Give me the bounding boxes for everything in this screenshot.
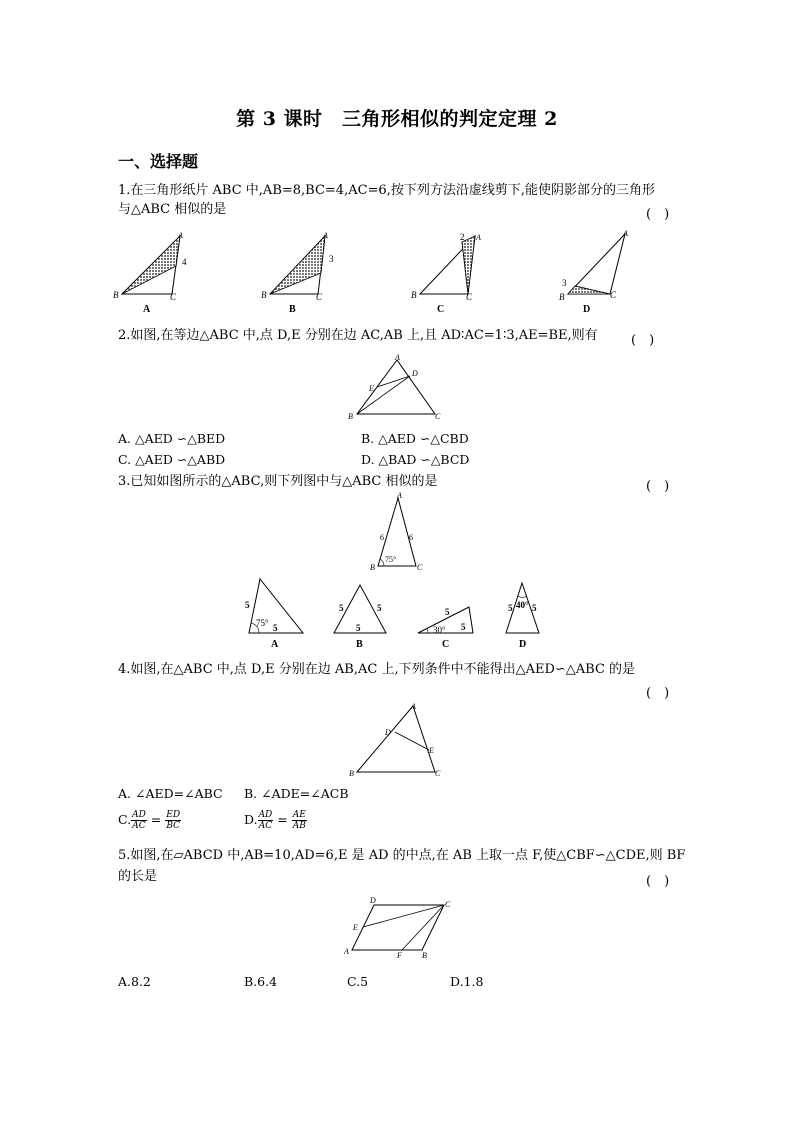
svg-text:C: C: [435, 769, 441, 778]
svg-text:3: 3: [329, 254, 334, 264]
q2-option-c[interactable]: C. △AED ∽△ABD: [118, 452, 226, 467]
svg-text:5: 5: [356, 623, 361, 633]
q3-option-d[interactable]: [506, 583, 539, 650]
q4-answer-paren: ( ): [646, 686, 670, 701]
svg-text:D: D: [385, 728, 391, 737]
fraction: $\frac{ED}{BC}$: [166, 810, 181, 831]
svg-text:A: A: [344, 947, 349, 956]
svg-text:5: 5: [461, 622, 466, 632]
svg-text:5: 5: [339, 603, 344, 613]
q1-fig-d: [559, 229, 628, 315]
svg-text:75°: 75°: [385, 555, 397, 564]
fraction: $\frac{AD}{AC}$: [258, 810, 273, 831]
svg-text:D: D: [370, 896, 376, 905]
q3-option-figures: [240, 575, 570, 653]
q1-fig-b-label: B: [289, 304, 296, 315]
q3-stem: 3.已知如图所示的△ABC,则下列图中与△ABC 相似的是: [118, 474, 438, 489]
q5-option-c[interactable]: C.5: [347, 974, 369, 989]
svg-text:C: C: [316, 292, 323, 302]
q4-option-b[interactable]: B. ∠ADE=∠ACB: [244, 786, 349, 801]
q1-answer-paren: ( ): [646, 207, 670, 222]
svg-text:A: A: [395, 353, 400, 362]
svg-text:6: 6: [409, 533, 413, 542]
section-heading: 一、选择题: [118, 152, 199, 171]
q1-fig-d-label: D: [583, 304, 591, 315]
q5-option-b[interactable]: B.6.4: [244, 974, 278, 989]
q4-option-d[interactable]: D. $\frac{AD}{AC}$ = $\frac{AE}{AB}$: [244, 810, 306, 831]
q1-fig-a-label: A: [143, 304, 151, 315]
svg-text:A: A: [178, 231, 183, 240]
svg-text:75°: 75°: [256, 618, 269, 628]
svg-text:B: B: [422, 951, 427, 960]
q3-answer-paren: ( ): [646, 479, 670, 494]
q2-option-d[interactable]: D. △BAD ∽△BCD: [361, 452, 470, 467]
q2-figure: [345, 352, 450, 424]
svg-text:B: B: [348, 412, 353, 421]
q1-fig-c-label: C: [437, 304, 445, 315]
svg-text:4: 4: [182, 257, 187, 267]
svg-text:C: C: [417, 563, 423, 572]
svg-text:30°: 30°: [433, 625, 446, 635]
svg-text:E: E: [369, 384, 374, 393]
fraction: $\frac{AD}{AC}$: [132, 810, 146, 831]
q1-figures: [110, 228, 650, 316]
svg-text:E: E: [429, 746, 434, 755]
svg-text:C: C: [445, 900, 451, 909]
q2-stem: 2.如图,在等边△ABC 中,点 D,E 分别在边 AC,AB 上,且 AD∶AC=1∶3,AE=BE,则有: [118, 328, 598, 343]
svg-text:B: B: [349, 769, 354, 778]
svg-text:5: 5: [245, 600, 250, 610]
q2-answer-paren: ( ): [631, 333, 655, 348]
svg-text:B: B: [559, 292, 565, 302]
svg-text:A: A: [323, 231, 328, 240]
q5-answer-paren: ( ): [646, 874, 670, 889]
svg-text:3: 3: [562, 278, 567, 288]
svg-text:D: D: [519, 639, 527, 650]
fraction: $\frac{AE}{AB}$: [292, 810, 306, 831]
svg-text:C: C: [442, 639, 450, 650]
svg-text:B: B: [261, 290, 267, 300]
svg-text:A: A: [411, 702, 416, 711]
svg-text:B: B: [356, 639, 363, 650]
q1-fig-a: [113, 231, 187, 315]
q5-option-a[interactable]: A.8.2: [118, 974, 151, 989]
q5-figure: [340, 892, 460, 962]
q5-option-d[interactable]: D.1.8: [450, 974, 484, 989]
q2-option-a[interactable]: A. △AED ∽△BED: [118, 431, 226, 446]
svg-text:F: F: [397, 951, 402, 960]
q5-line2: 的长是: [118, 869, 158, 884]
svg-text:B: B: [370, 563, 375, 572]
svg-text:B: B: [113, 290, 119, 300]
q3-option-c[interactable]: [418, 607, 473, 650]
q5-line1: 5.如图,在▱ABCD 中,AB=10,AD=6,E 是 AD 的中点,在 AB 上取一点 F,使△CBF∽△CDE,则 BF: [118, 848, 686, 863]
q2-option-b[interactable]: B. △AED ∽△CBD: [361, 431, 469, 446]
q1-fig-b: [261, 231, 334, 315]
q3-option-a[interactable]: [245, 579, 303, 650]
q3-option-b[interactable]: [334, 585, 386, 650]
q4-stem: 4.如图,在△ABC 中,点 D,E 分别在边 AB,AC 上,下列条件中不能得出△AED∽△ABC 的是: [118, 662, 636, 677]
svg-text:A: A: [397, 491, 402, 500]
svg-text:A: A: [271, 639, 279, 650]
svg-text:5: 5: [508, 603, 513, 613]
svg-text:B: B: [411, 290, 417, 300]
svg-text:D: D: [412, 369, 418, 378]
q1-line2: 与△ABC 相似的是: [118, 202, 227, 217]
q4-option-a[interactable]: A. ∠AED=∠ABC: [118, 786, 223, 801]
svg-text:E: E: [353, 923, 358, 932]
page-title: 第 3 课时 三角形相似的判定定理 2: [236, 108, 558, 130]
svg-text:C: C: [435, 412, 441, 421]
svg-text:C: C: [466, 292, 473, 302]
svg-text:6: 6: [380, 533, 384, 542]
svg-text:2: 2: [460, 232, 465, 242]
svg-text:C: C: [610, 290, 617, 300]
q4-figure: [345, 698, 455, 782]
svg-text:5: 5: [377, 603, 382, 613]
svg-text:A: A: [476, 233, 481, 242]
q1-fig-c: [411, 232, 481, 315]
q4-option-c[interactable]: C. $\frac{AD}{AC}$ = $\frac{ED}{BC}$: [118, 810, 181, 831]
svg-text:C: C: [170, 292, 177, 302]
q1-line1: 1.在三角形纸片 ABC 中,AB=8,BC=4,AC=6,按下列方法沿虚线剪下,能使阴影部分的三角形: [118, 183, 655, 198]
svg-text:A: A: [623, 229, 628, 238]
q3-main-triangle: [360, 490, 440, 575]
svg-text:5: 5: [273, 623, 278, 633]
svg-text:40°: 40°: [516, 600, 529, 610]
svg-text:5: 5: [532, 603, 537, 613]
svg-text:5: 5: [445, 607, 450, 617]
